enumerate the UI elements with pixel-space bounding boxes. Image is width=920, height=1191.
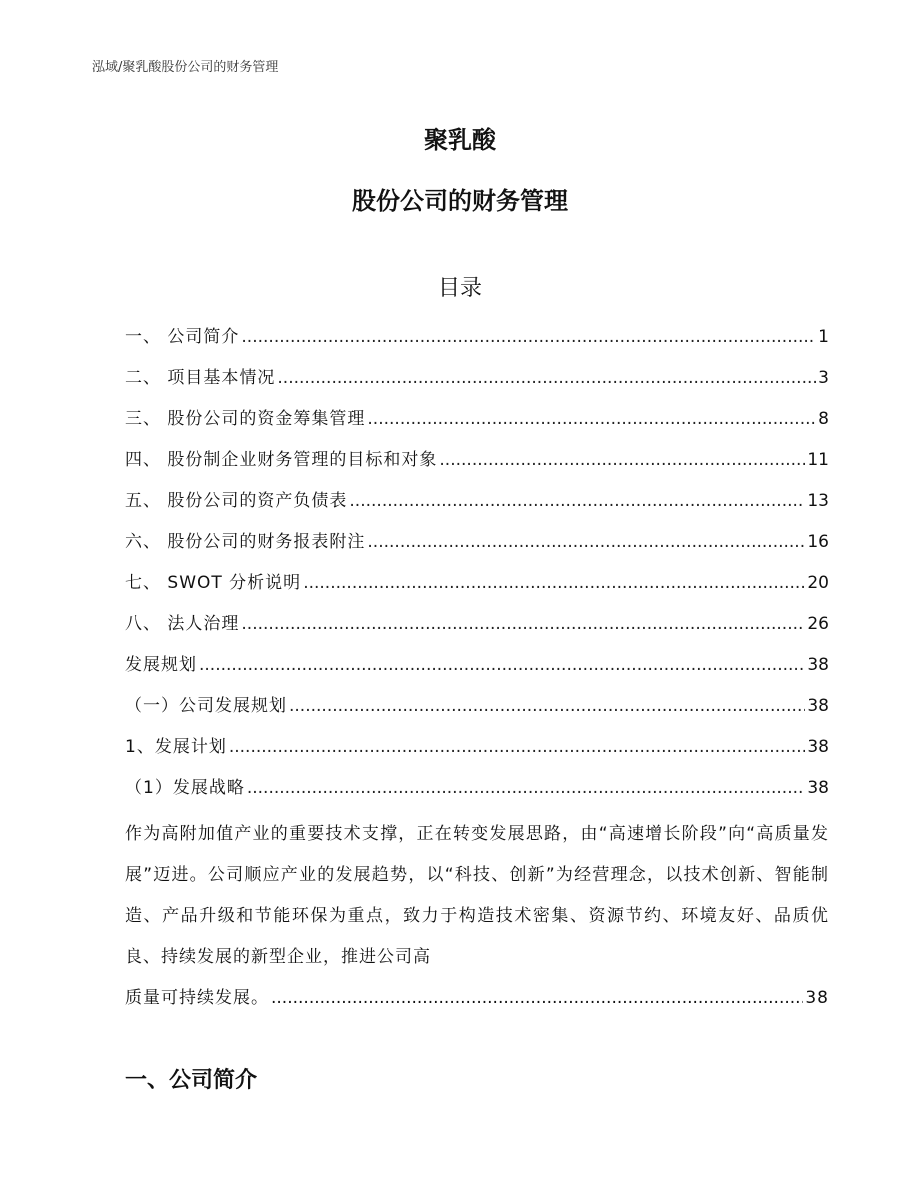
toc-entry-page: 13	[807, 491, 829, 511]
toc-leader-dots	[199, 655, 805, 675]
toc-heading: 目录	[437, 276, 482, 301]
toc-entry-page: 38	[807, 655, 829, 675]
toc-leader-dots	[241, 614, 805, 634]
toc-entry-label: 1、发展计划	[125, 737, 227, 757]
toc-entry-label: 三、 股份公司的资金筹集管理	[125, 409, 366, 429]
toc-entry-page: 11	[807, 450, 829, 470]
toc-entry-page: 20	[807, 573, 829, 593]
toc-entry[interactable]	[125, 445, 829, 486]
toc-leader-dots	[271, 978, 803, 1019]
toc-entry-page: 38	[807, 778, 829, 798]
toc-entry-label: 一、 公司简介	[125, 327, 240, 347]
toc-entry-page: 38	[807, 737, 829, 757]
toc-long-entry-text: 作为高附加值产业的重要技术支撑，正在转变发展思路，由“高速增长阶段”向“高质量发展”迈进。公司顺应产业的发展趋势，以“科技、创新”为经营理念，以技术创新、智能制造、产品升级和节能环保为重点，致力于构造技术密集、资源节约、环境友好、品质优良、持续发展的新型企业，推进公司高	[125, 824, 829, 967]
toc-entry-label: 五、 股份公司的资产负债表	[125, 491, 348, 511]
toc-leader-dots	[303, 573, 805, 593]
document-title-line2: 股份公司的财务管理	[352, 187, 568, 215]
toc-leader-dots	[367, 532, 805, 552]
toc-entry-label: 七、 SWOT 分析说明	[125, 573, 302, 593]
toc-entry-page: 1	[818, 327, 829, 347]
toc-entry[interactable]	[125, 773, 829, 814]
toc-leader-dots	[277, 368, 816, 388]
toc-long-entry[interactable]	[125, 814, 829, 1019]
toc-leader-dots	[367, 409, 816, 429]
toc-entry-label: 发展规划	[125, 655, 197, 675]
toc-leader-dots	[349, 491, 805, 511]
toc-entry[interactable]	[125, 609, 829, 650]
toc-leader-dots	[241, 327, 816, 347]
toc-entry[interactable]	[125, 650, 829, 691]
toc-entry-page: 3	[818, 368, 829, 388]
toc-entry-page: 8	[818, 409, 829, 429]
toc-entry-label: （一）公司发展规划	[125, 696, 287, 716]
toc-entry-page: 38	[805, 988, 829, 1008]
toc-entry[interactable]	[125, 732, 829, 773]
toc-leader-dots	[229, 737, 806, 757]
toc-long-entry-tail: 质量可持续发展。	[125, 988, 269, 1008]
toc-leader-dots	[439, 450, 805, 470]
toc-leader-dots	[247, 778, 806, 798]
toc-long-entry-last-line	[125, 978, 829, 1019]
section-heading: 一、公司简介	[125, 1068, 258, 1093]
toc-entry-label: （1）发展战略	[125, 778, 245, 798]
table-of-contents	[125, 322, 829, 814]
toc-entry-label: 二、 项目基本情况	[125, 368, 276, 388]
toc-entry[interactable]	[125, 486, 829, 527]
toc-entry[interactable]	[125, 404, 829, 445]
toc-entry-label: 八、 法人治理	[125, 614, 240, 634]
toc-entry[interactable]	[125, 363, 829, 404]
document-title-line1: 聚乳酸	[424, 126, 496, 154]
toc-leader-dots	[289, 696, 805, 716]
toc-entry[interactable]	[125, 527, 829, 568]
toc-entry[interactable]	[125, 322, 829, 363]
toc-entry-label: 六、 股份公司的财务报表附注	[125, 532, 366, 552]
toc-entry-page: 38	[807, 696, 829, 716]
toc-entry-page: 26	[807, 614, 829, 634]
toc-entry-label: 四、 股份制企业财务管理的目标和对象	[125, 450, 438, 470]
running-header: 泓域/聚乳酸股份公司的财务管理	[92, 60, 279, 75]
toc-entry[interactable]	[125, 691, 829, 732]
toc-entry[interactable]	[125, 568, 829, 609]
toc-entry-page: 16	[807, 532, 829, 552]
